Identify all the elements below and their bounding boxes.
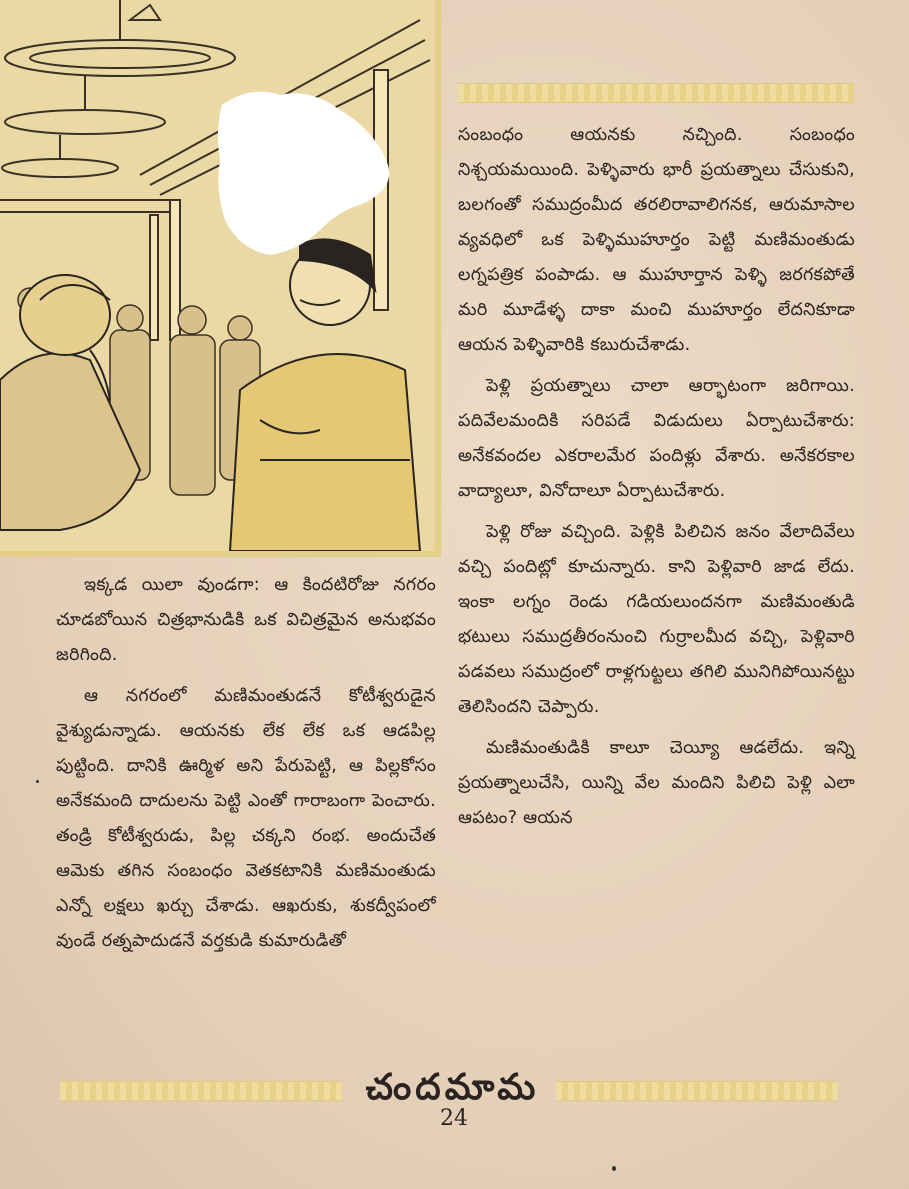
paragraph: ఇక్కడ యిలా వుండగా: ఆ కిందటిరోజు నగరం చూడబోయిన చిత్రభానుడికి ఒక విచిత్రమైన అనుభవం జరిగింది. [56, 575, 436, 665]
paragraph: మణిమంతుడికి కాలూ చెయ్యీ ఆడలేదు. ఇన్ని ప్రయత్నాలుచేసి, యిన్ని వేల మందిని పిలిచి పెళ్లి ఎలా ఆపటం? ఆయన [458, 738, 855, 828]
paragraph: సంబంధం ఆయనకు నచ్చింది. సంబంధం నిశ్చయమయింది. పెళ్ళివారు భారీ ప్రయత్నాలు చేసుకుని, బలగంతో సముద్రంమీద తరలిరావాలిగనక, ఆరుమాసాల వ్యవధిలో ఒక పెళ్ళిముహూర్తం పెట్టి మణిమంతుడు లగ్నపత్రిక పంపాడు. ఆ ముహూర్తాన పెళ్ళి జరగకపోతే మరి మూడేళ్ళ దాకా మంచి ముహూర్తం లేదనికూడా ఆయన పెళ్ళివారికి కబురుచేశాడు. [458, 125, 855, 355]
paragraph: పెళ్లి రోజు వచ్చింది. పెళ్లికి పిలిచిన జనం వేలాదివేలు వచ్చి పందిట్లో కూచున్నారు. కాని పెళ్లివారి జాడ లేదు. ఇంకా లగ్నం రెండు గడియలుందనగా మణిమంతుడి భటులు సముద్రతీరంనుంచి గుర్రాలమీద వచ్చి, పెళ్లివారి పడవలు సముద్రంలో రాళ్లగుట్టలు తగిలి మునిగిపోయినట్టు తెలిసిందని చెప్పారు. [458, 522, 855, 717]
palace-hall-illustration-icon [0, 0, 435, 551]
magazine-title: చందమామ [365, 1066, 540, 1108]
ornamental-band-top [458, 83, 854, 103]
paper-speck [612, 1166, 616, 1171]
ornamental-band-footer-left [60, 1081, 342, 1101]
paragraph: పెళ్లి ప్రయత్నాలు చాలా ఆర్భాటంగా జరిగాయి. పదివేలమందికి సరిపడే విడుదులు ఏర్పాటుచేశారు: అనేకవందల ఎకరాలమేర పందిళ్లు వేశారు. అనేకరకాల వాద్యాలూ, వినోదాలూ ఏర్పాటుచేశారు. [458, 376, 855, 501]
left-text-column [56, 568, 436, 965]
right-text-column [458, 118, 855, 842]
paper-speck [36, 780, 39, 783]
story-illustration [0, 0, 441, 557]
paragraph: ఆ నగరంలో మణిమంతుడనే కోటీశ్వరుడైన వైశ్యుడున్నాడు. ఆయనకు లేక లేక ఒక ఆడపిల్ల పుట్టింది. దానికి ఊర్మిళ అని పేరుపెట్టి, ఆ పిల్లకోసం అనేకమంది దాదులను పెట్టి ఎంతో గారాబంగా పెంచారు. తండ్రి కోటీశ్వరుడు, పిల్ల చక్కని రంభ. అందుచేత ఆమెకు తగిన సంబంధం వెతకటానికి మణిమంతుడు ఎన్నో లక్షలు ఖర్చు చేశాడు. ఆఖరుకు, శుకద్వీపంలో వుండే రత్నపాదుడనే వర్తకుడి కుమారుడితో [56, 686, 436, 951]
page-number: 24 [440, 1106, 468, 1131]
ornamental-band-footer-right [556, 1081, 838, 1101]
